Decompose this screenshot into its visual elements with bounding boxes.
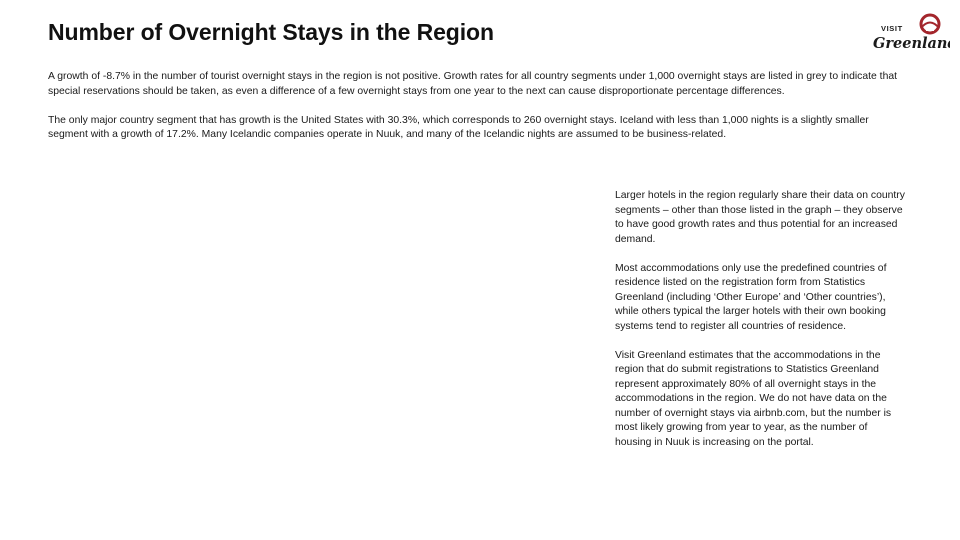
page-title: Number of Overnight Stays in the Region: [48, 19, 494, 45]
visit-greenland-logo-graphic: [870, 12, 950, 56]
side-note: Larger hotels in the region regularly share their data on country segments – other than those listed in the graph – they observe to have good growth rates and thus potential for an increased demand.: [615, 190, 905, 245]
intro-paragraph: The only major country segment that has growth is the United States with 30.3%, which corresponds to 260 overnight stays. Iceland with less than 1,000 nights is a slightly smaller segment with a growth of 17.2%. Many Icelandic companies operate in Nuuk, and many of the Icelandic nights are assumed to be business-related.: [48, 114, 869, 141]
logo-script-text: Greenland: [873, 35, 950, 52]
side-notes: [615, 189, 905, 465]
intro-paragraph: A growth of -8.7% in the number of tourist overnight stays in the region is not positive. Growth rates for all country segments under 1,000 overnight stays are listed in grey to indicate that special reservations should be taken, as even a difference of a few overnight stays from one year to the next can cause disproportionate percentage differences.: [48, 71, 898, 97]
side-note: Most accommodations only use the predefined countries of residence listed on the registration form from Statistics Greenland (including ‘Other Europe’ and ‘Other countries’), while others typical the larger hotels with their own booking systems tend to register all countries of residence.: [615, 262, 887, 332]
visit-greenland-logo: [870, 12, 950, 56]
logo-top-text: VISIT: [881, 24, 903, 33]
side-note: Visit Greenland estimates that the accommodations in the region that do submit registrations to Statistics Greenland represent approximately 80% of all overnight stays in the accommodations in the region. We do not have data on the number of overnight stays via airbnb.com, but the number is most likely growing from year to year, as the number of housing in Nuuk is increasing on the portal.: [615, 349, 892, 448]
intro-text: [48, 70, 904, 158]
